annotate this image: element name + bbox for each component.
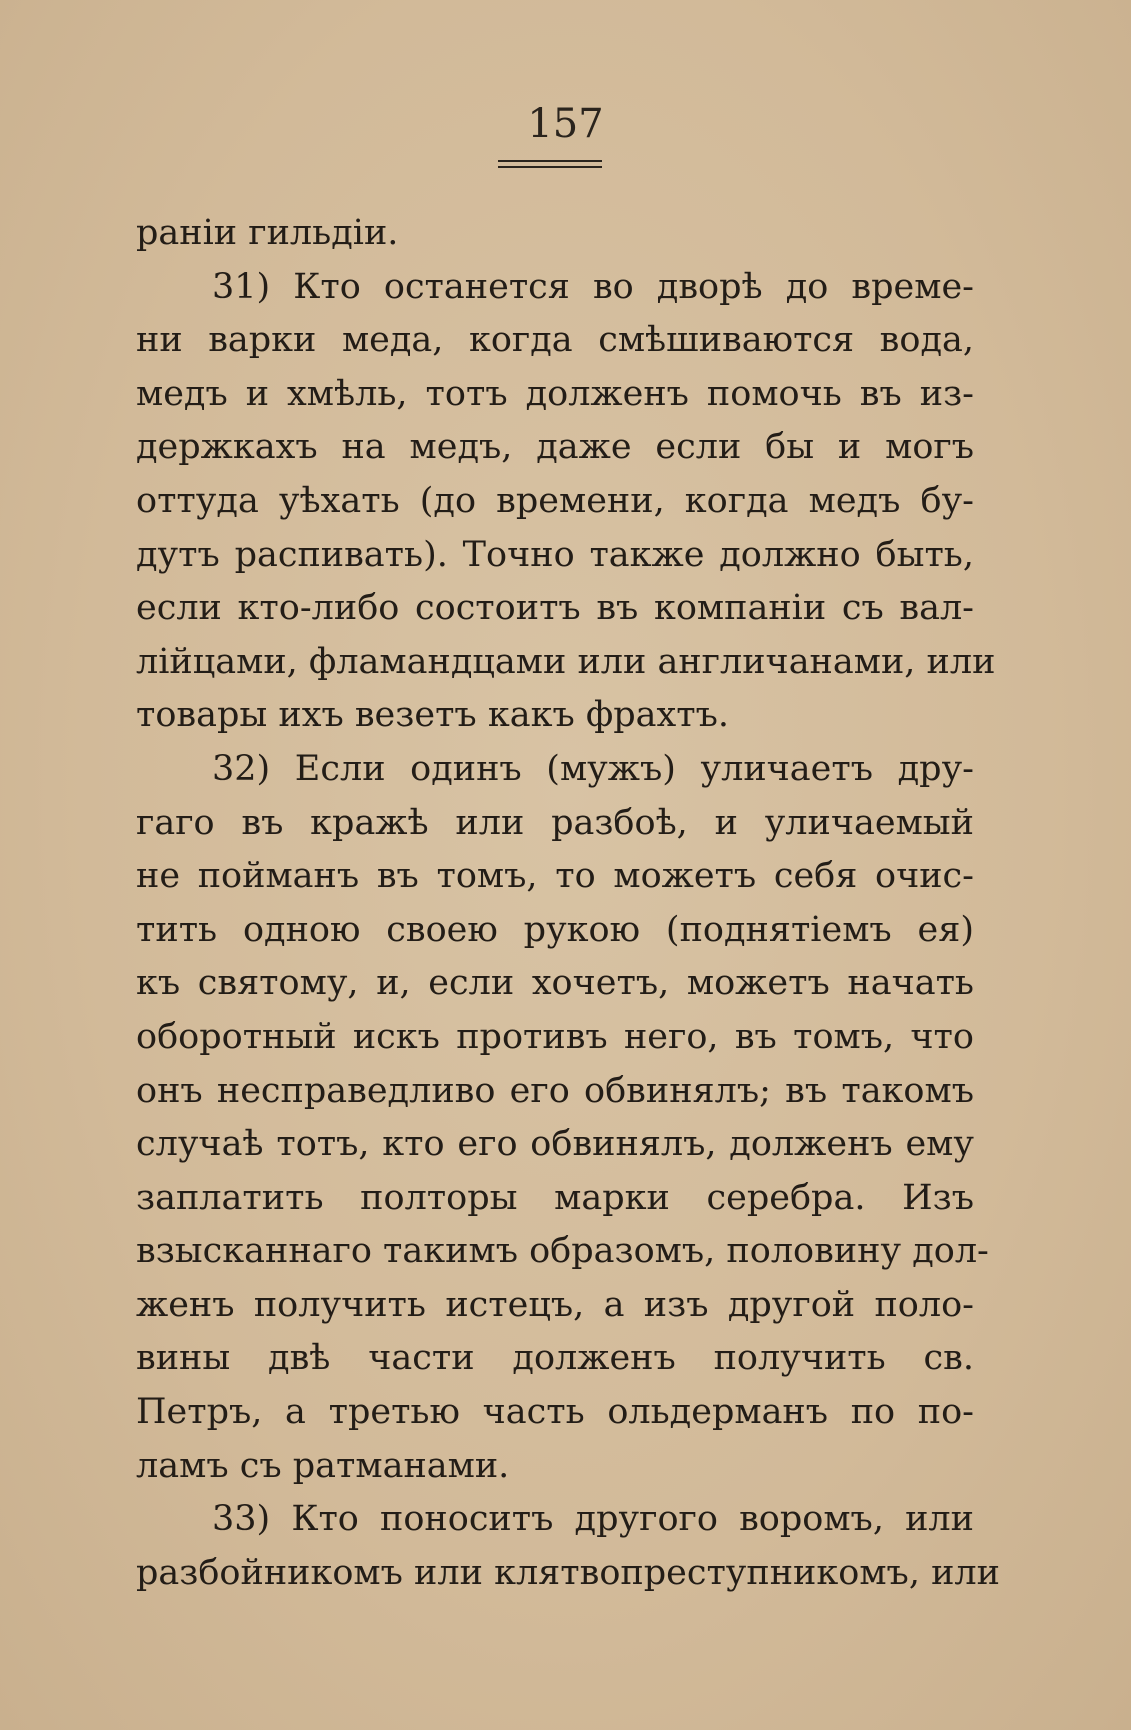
text-line: лійцами, фламандцами или англичанами, или	[136, 641, 996, 682]
text-line: къ святому, и, если хочетъ, можетъ начать	[136, 963, 974, 1004]
text-line: разбойникомъ или клятвопреступникомъ, или	[136, 1552, 1000, 1593]
header-rule-top	[498, 160, 602, 162]
text-line: раніи гильдіи.	[136, 213, 399, 253]
body-text	[136, 207, 1000, 1600]
text-line: дутъ распивать). Точно также должно быть,	[136, 534, 974, 575]
text-line: оборотный искъ противъ него, въ томъ, что	[136, 1016, 974, 1057]
text-line: товары ихъ везетъ какъ фрахтъ.	[136, 695, 730, 736]
text-line: если кто-либо состоитъ въ компаніи съ вал-	[136, 588, 974, 629]
text-line: не пойманъ въ томъ, то можетъ себя очис-	[136, 856, 974, 897]
text-line: 32) Если одинъ (мужъ) уличаетъ дру-	[212, 748, 974, 789]
header-rule-bottom	[498, 166, 602, 168]
text-line: случаѣ тотъ, кто его обвинялъ, долженъ ему	[136, 1124, 974, 1165]
text-line: вины двѣ части долженъ получить св.	[136, 1338, 974, 1379]
text-line: 31) Кто останется во дворѣ до време-	[212, 266, 974, 307]
text-line: заплатить полторы марки серебра. Изъ	[136, 1177, 974, 1218]
text-line: гаго въ кражѣ или разбоѣ, и уличаемый	[136, 802, 974, 843]
text-line: онъ несправедливо его обвинялъ; въ такомъ	[136, 1070, 974, 1111]
text-line: женъ получить истецъ, а изъ другой поло-	[136, 1284, 974, 1325]
text-line: ламъ съ ратманами.	[136, 1445, 510, 1486]
text-line: тить одною своею рукою (поднятіемъ ея)	[136, 909, 974, 950]
text-line: держкахъ на медъ, даже если бы и могъ	[136, 427, 974, 468]
text-line: ни варки меда, когда смѣшиваются вода,	[136, 320, 974, 361]
text-line: взысканнаго такимъ образомъ, половину дол-	[136, 1231, 989, 1272]
text-line: медъ и хмѣль, тотъ долженъ помочь въ из-	[136, 373, 974, 414]
text-line: оттуда уѣхать (до времени, когда медъ бу-	[136, 480, 974, 521]
page-number: 157	[527, 101, 604, 147]
text-line: Петръ, а третью часть ольдерманъ по по-	[136, 1392, 974, 1433]
text-line: 33) Кто поноситъ другого воромъ, или	[212, 1499, 974, 1540]
